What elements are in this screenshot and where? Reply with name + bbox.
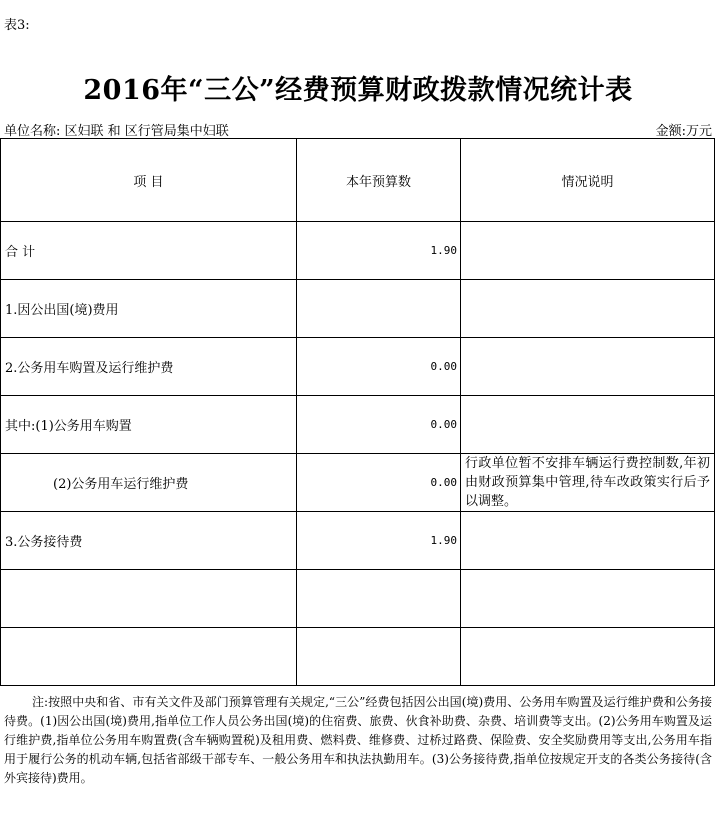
row-item: 2.公务用车购置及运行维护费 (1, 338, 297, 396)
row-item: (2)公务用车运行维护费 (1, 454, 297, 512)
row-item (1, 570, 297, 628)
row-description (461, 570, 715, 628)
table-row (1, 396, 715, 454)
table-row (1, 570, 715, 628)
table-header-row (1, 139, 715, 222)
table-row (1, 338, 715, 396)
header-item: 项 目 (1, 139, 297, 222)
table-row (1, 512, 715, 570)
row-description: 行政单位暂不安排车辆运行费控制数,年初由财政预算集中管理,待车改政策实行后予以调整。 (461, 454, 715, 512)
amount-unit: 金额:万元 (655, 124, 712, 139)
row-budget (297, 570, 461, 628)
table-row (1, 454, 715, 512)
row-item: 1.因公出国(境)费用 (1, 280, 297, 338)
row-budget: 1.90 (297, 512, 461, 570)
row-budget: 0.00 (297, 454, 461, 512)
row-description (461, 512, 715, 570)
row-description (461, 628, 715, 686)
row-budget: 0.00 (297, 396, 461, 454)
row-item: 其中:(1)公务用车购置 (1, 396, 297, 454)
row-item: 合 计 (1, 222, 297, 280)
row-budget: 1.90 (297, 222, 461, 280)
row-description (461, 280, 715, 338)
table-row (1, 628, 715, 686)
row-description (461, 396, 715, 454)
row-budget: 0.00 (297, 338, 461, 396)
header-description: 情况说明 (461, 139, 715, 222)
unit-name: 单位名称: 区妇联 和 区行管局集中妇联 (4, 124, 229, 139)
budget-table (0, 138, 715, 686)
header-budget: 本年预算数 (297, 139, 461, 222)
row-budget (297, 628, 461, 686)
row-item: 3.公务接待费 (1, 512, 297, 570)
row-budget (297, 280, 461, 338)
row-description (461, 222, 715, 280)
page-title: 2016年“三公”经费预算财政拨款情况统计表 (83, 75, 633, 106)
row-item (1, 628, 297, 686)
table-row (1, 280, 715, 338)
table-label: 表3: (4, 18, 30, 33)
row-description (461, 338, 715, 396)
table-row (1, 222, 715, 280)
footnote: 注:按照中央和省、市有关文件及部门预算管理有关规定,“三公”经费包括因公出国(境)费用、公务用车购置及运行维护费和公务接待费。(1)因公出国(境)费用,指单位工作人员公务出国(境)的住宿费、旅费、伙食补助费、杂费、培训费等支出。(2)公务用车购置及运行维护费,指单位公务用车购置费(含车辆购置税)及租用费、燃料费、维修费、过桥过路费、保险费、安全奖励费用等支出,公务用车指用于履行公务的机动车辆,包括省部级干部专车、一般公务用车和执法执勤用车。(3)公务接待费,指单位按规定开支的各类公务接待(含外宾接待)费用。 (4, 695, 712, 785)
